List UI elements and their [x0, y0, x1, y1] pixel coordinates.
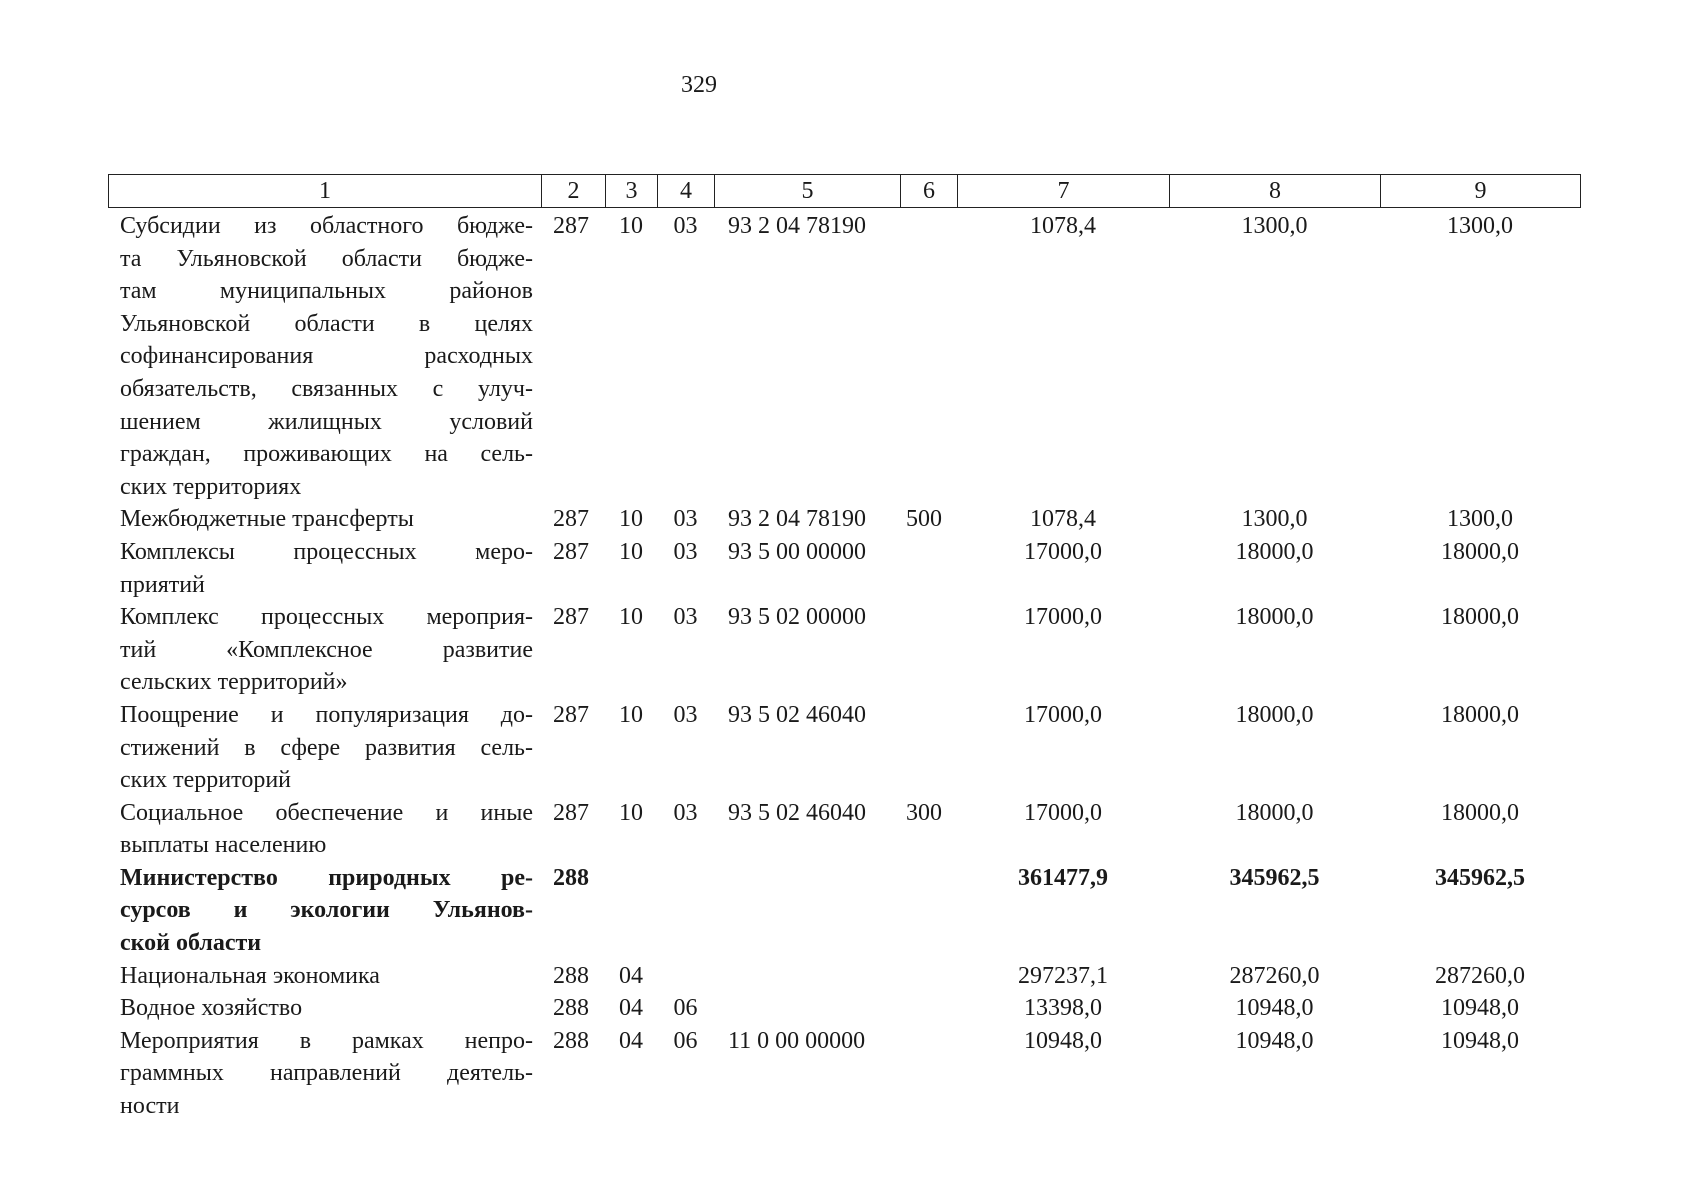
description-line: Министерство природных ре- — [120, 864, 533, 891]
grbs-code: 288 — [553, 962, 589, 989]
row-description — [108, 503, 541, 536]
amount-year-3: 18000,0 — [1441, 701, 1519, 728]
target-article-code — [714, 862, 900, 960]
amount-year-1: 13398,0 — [1024, 995, 1102, 1022]
amount-year-2: 18000,0 — [1235, 538, 1314, 565]
description-line: выплаты населению — [120, 832, 327, 859]
table-row — [108, 1025, 1580, 1123]
column-header-6: 6 — [901, 175, 958, 208]
column-header-3: 3 — [606, 175, 658, 208]
grbs-code: 287 — [553, 506, 589, 533]
amount-year-1: 17000,0 — [1024, 538, 1102, 565]
target-article-code: 93 5 00 00000 — [728, 538, 866, 565]
column-header-5: 5 — [715, 175, 901, 208]
table-row — [108, 797, 1580, 862]
amount-year-2: 345962,5 — [1229, 864, 1320, 891]
amount-year-3: 10948,0 — [1441, 1027, 1519, 1054]
amount-year-2: 1300,0 — [1241, 213, 1308, 239]
row-description — [108, 862, 541, 960]
target-article-code: 93 5 02 46040 — [728, 701, 866, 728]
section-code: 10 — [619, 701, 643, 728]
description-line: сельских территорий» — [120, 669, 348, 696]
description-line: Водное хозяйство — [120, 995, 303, 1022]
subsection-code — [657, 862, 714, 960]
amount-year-1: 17000,0 — [1024, 799, 1102, 826]
expense-type-code — [900, 536, 957, 601]
target-article-code: 93 2 04 78190 — [728, 213, 866, 239]
section-code: 10 — [619, 506, 643, 533]
table-row — [108, 503, 1580, 536]
section-code: 10 — [619, 538, 643, 565]
expense-type-code — [900, 601, 957, 699]
grbs-code: 287 — [553, 701, 589, 728]
expense-type-code — [900, 960, 957, 993]
target-article-code: 11 0 00 00000 — [728, 1027, 866, 1054]
amount-year-2: 1300,0 — [1241, 506, 1308, 533]
description-line: Комплекс процессных мероприя- — [120, 604, 533, 631]
grbs-code: 287 — [553, 538, 589, 565]
amount-year-1: 361477,9 — [1018, 864, 1108, 891]
amount-year-3: 1300,0 — [1447, 213, 1513, 239]
target-article-code: 93 2 04 78190 — [728, 506, 866, 533]
amount-year-3: 18000,0 — [1441, 604, 1519, 631]
row-description — [108, 210, 541, 503]
subsection-code: 03 — [673, 701, 698, 728]
column-header-4: 4 — [658, 175, 715, 208]
grbs-code: 288 — [553, 864, 589, 891]
row-description — [108, 960, 541, 993]
description-line: ских территорий — [120, 767, 291, 794]
description-line: Социальное обеспечение и иные — [120, 799, 533, 826]
subsection-code — [657, 960, 714, 993]
amount-year-3: 345962,5 — [1435, 864, 1525, 891]
amount-year-2: 10948,0 — [1235, 1027, 1314, 1054]
section-code: 10 — [619, 604, 643, 631]
column-header-row — [109, 175, 1581, 208]
amount-year-1: 1078,4 — [1030, 213, 1096, 239]
section-code: 10 — [619, 213, 643, 239]
amount-year-3: 18000,0 — [1441, 538, 1519, 565]
description-line: Комплексы процессных меро- — [120, 538, 533, 565]
description-line: ских территориях — [120, 473, 302, 500]
target-article-code: 93 5 02 00000 — [728, 604, 866, 631]
description-line: Мероприятия в рамках непро- — [120, 1027, 533, 1054]
description-line: шением жилищных условий — [120, 408, 533, 435]
expense-type-code — [900, 210, 957, 503]
grbs-code: 287 — [553, 213, 589, 239]
description-line: граждан, проживающих на сель- — [120, 441, 533, 468]
description-line: та Ульяновской области бюдже- — [120, 245, 533, 272]
table-row — [108, 699, 1580, 797]
row-description — [108, 536, 541, 601]
column-header-8: 8 — [1170, 175, 1381, 208]
column-header-7: 7 — [958, 175, 1170, 208]
description-line: Ульяновской области в целях — [120, 310, 533, 337]
description-line: граммных направлений деятель- — [120, 1060, 533, 1087]
amount-year-3: 1300,0 — [1447, 506, 1513, 533]
description-line: софинансирования расходных — [120, 343, 533, 370]
section-code: 04 — [619, 962, 643, 989]
description-line: Национальная экономика — [120, 962, 380, 989]
amount-year-3: 287260,0 — [1435, 962, 1525, 989]
page-number: 329 — [681, 72, 717, 98]
section-code — [605, 862, 657, 960]
description-line: сурсов и экологии Ульянов- — [120, 897, 533, 924]
amount-year-2: 18000,0 — [1235, 701, 1314, 728]
description-line: ской области — [120, 930, 262, 957]
expense-type-code: 500 — [906, 506, 942, 533]
subsection-code: 03 — [673, 213, 698, 239]
table-row — [108, 601, 1580, 699]
amount-year-1: 17000,0 — [1024, 604, 1102, 631]
row-description — [108, 1025, 541, 1123]
description-line: там муниципальных районов — [120, 278, 533, 305]
expense-type-code — [900, 699, 957, 797]
description-line: обязательств, связанных с улуч- — [120, 375, 533, 402]
expense-type-code — [900, 992, 957, 1025]
description-line: тий «Комплексное развитие — [120, 636, 533, 663]
amount-year-1: 1078,4 — [1030, 506, 1096, 533]
subsection-code: 03 — [673, 799, 698, 826]
amount-year-2: 18000,0 — [1235, 604, 1314, 631]
amount-year-2: 18000,0 — [1235, 799, 1314, 826]
amount-year-2: 10948,0 — [1235, 995, 1314, 1022]
grbs-code: 287 — [553, 799, 589, 826]
grbs-code: 287 — [553, 604, 589, 631]
column-header-1: 1 — [109, 175, 542, 208]
section-code: 10 — [619, 799, 643, 826]
target-article-code — [714, 960, 900, 993]
description-line: стижений в сфере развития сель- — [120, 734, 533, 761]
expense-type-code — [900, 862, 957, 960]
table-row — [108, 862, 1580, 960]
subsection-code: 03 — [673, 506, 698, 533]
section-code: 04 — [619, 995, 643, 1022]
expense-type-code: 300 — [906, 799, 942, 826]
target-article-code — [714, 992, 900, 1025]
description-line: Межбюджетные трансферты — [120, 506, 414, 533]
amount-year-1: 17000,0 — [1024, 701, 1102, 728]
column-header-9: 9 — [1381, 175, 1581, 208]
description-line: Поощрение и популяризация до- — [120, 701, 533, 728]
target-article-code: 93 5 02 46040 — [728, 799, 866, 826]
description-line: Субсидии из областного бюдже- — [120, 213, 533, 239]
subsection-code: 03 — [673, 538, 698, 565]
column-header-2: 2 — [542, 175, 606, 208]
row-description — [108, 992, 541, 1025]
table-row — [108, 536, 1580, 601]
row-description — [108, 797, 541, 862]
budget-table — [108, 210, 1580, 1123]
description-line: ности — [120, 1093, 180, 1120]
expense-type-code — [900, 1025, 957, 1123]
subsection-code: 06 — [673, 1027, 698, 1054]
amount-year-1: 10948,0 — [1024, 1027, 1102, 1054]
row-description — [108, 601, 541, 699]
subsection-code: 06 — [673, 995, 698, 1022]
budget-table-body — [108, 210, 1580, 1123]
table-row — [108, 960, 1580, 993]
grbs-code: 288 — [553, 995, 589, 1022]
row-description — [108, 699, 541, 797]
section-code: 04 — [619, 1027, 643, 1054]
amount-year-1: 297237,1 — [1018, 962, 1108, 989]
table-row — [108, 210, 1580, 503]
subsection-code: 03 — [673, 604, 698, 631]
column-header-table — [108, 174, 1581, 208]
grbs-code: 288 — [553, 1027, 589, 1054]
amount-year-3: 10948,0 — [1441, 995, 1519, 1022]
description-line: приятий — [120, 571, 205, 598]
amount-year-2: 287260,0 — [1229, 962, 1320, 989]
amount-year-3: 18000,0 — [1441, 799, 1519, 826]
table-row — [108, 992, 1580, 1025]
